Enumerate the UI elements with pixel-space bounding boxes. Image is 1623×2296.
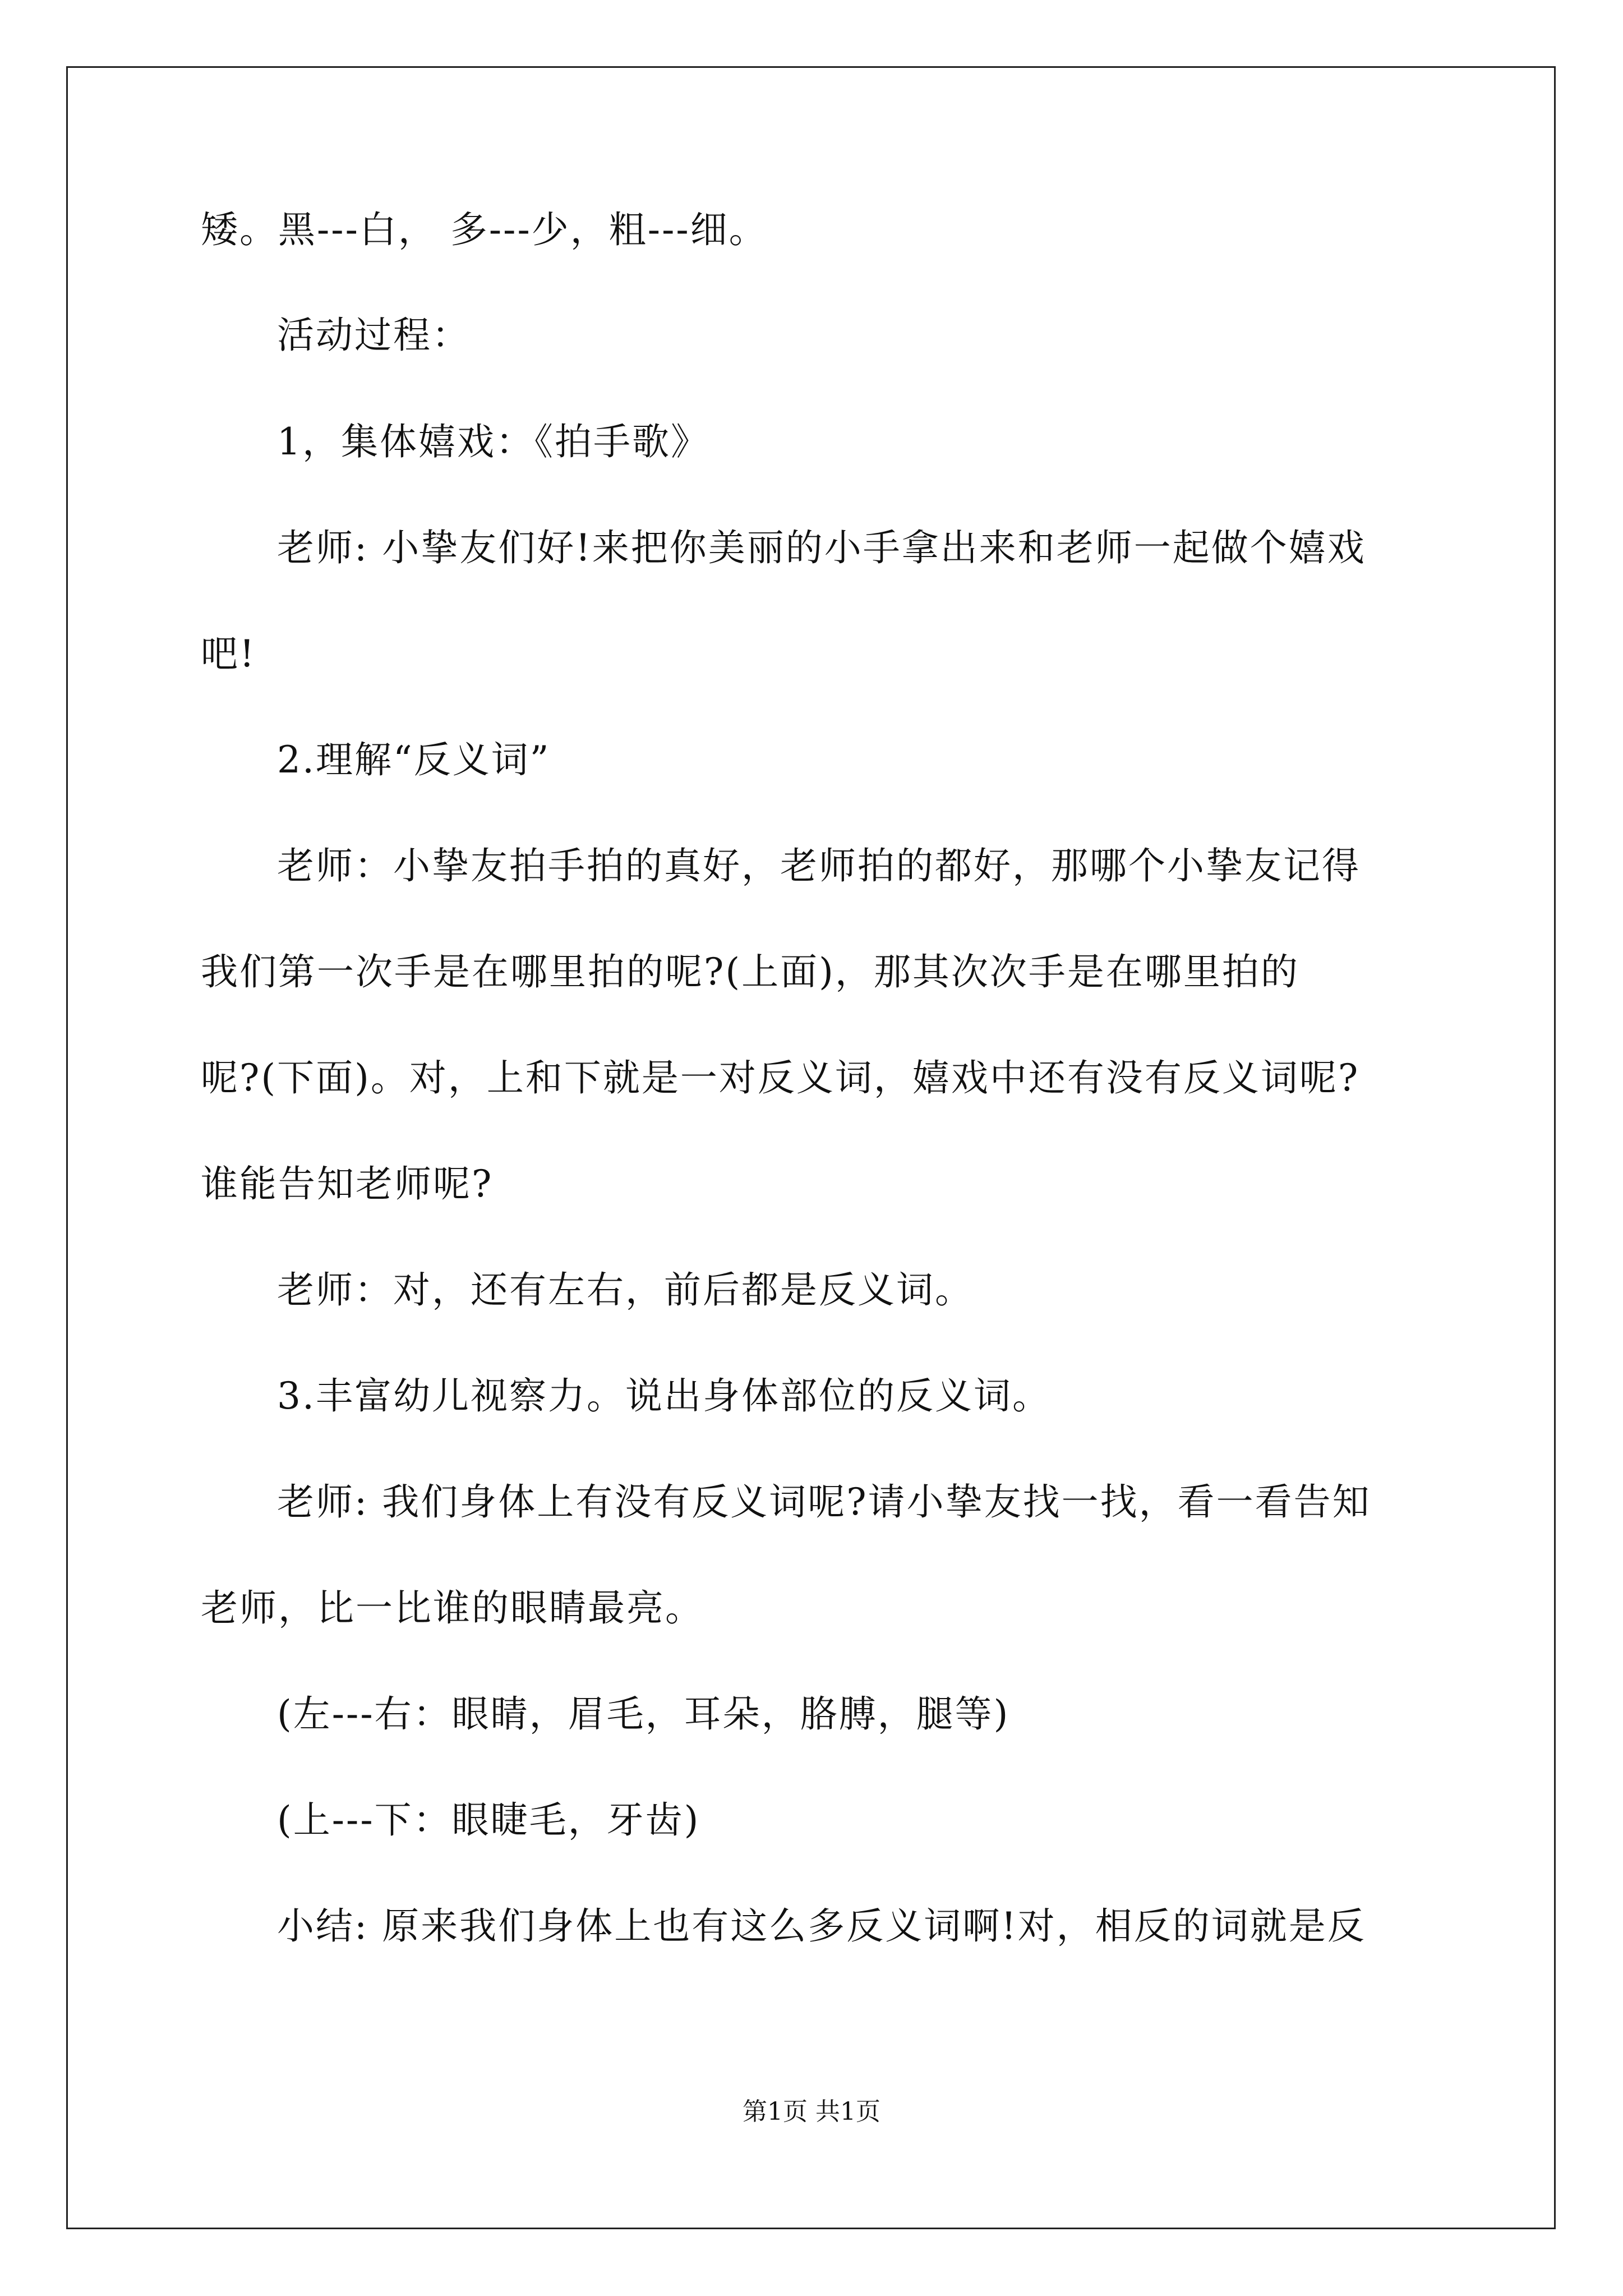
text-line: 老师: 小挚友们好!来把你美丽的小手拿出来和老师一起做个嬉戏	[277, 526, 1366, 569]
text-line: 老师: 我们身体上有没有反义词呢?请小挚友找一找，看一看告知	[277, 1480, 1371, 1524]
text-line: 矮。黑---白， 多---少，粗---细。	[201, 208, 768, 251]
text-line: 吧!	[201, 632, 256, 675]
section-heading: 活动过程：	[277, 314, 471, 357]
step-heading: 1，集体嬉戏：《拍手歌》	[277, 420, 709, 463]
text-line: 小结: 原来我们身体上也有这么多反义词啊!对，相反的词就是反	[277, 1904, 1366, 1948]
text-line: (上---下：眼睫毛，牙齿)	[277, 1798, 700, 1842]
step-heading: 2.理解“反义词”	[277, 738, 551, 781]
step-heading: 3.丰富幼儿视察力。说出身体部位的反义词。	[277, 1374, 1051, 1418]
text-line: 老师：小挚友拍手拍的真好，老师拍的都好，那哪个小挚友记得	[277, 844, 1361, 887]
text-line: 我们第一次手是在哪里拍的呢?(上面)，那其次次手是在哪里拍的	[201, 950, 1299, 993]
text-line: 老师：对，还有左右，前后都是反义词。	[277, 1268, 974, 1312]
text-line: (左---右：眼睛，眉毛，耳朵，胳膊，腿等)	[277, 1692, 1010, 1736]
page-number: 第1页 共1页	[743, 2097, 880, 2126]
text-line: 谁能告知老师呢?	[201, 1162, 494, 1205]
text-line: 老师，比一比谁的眼睛最亮。	[201, 1586, 704, 1630]
text-line: 呢?(下面)。对，上和下就是一对反义词，嬉戏中还有没有反义词呢?	[201, 1056, 1360, 1099]
